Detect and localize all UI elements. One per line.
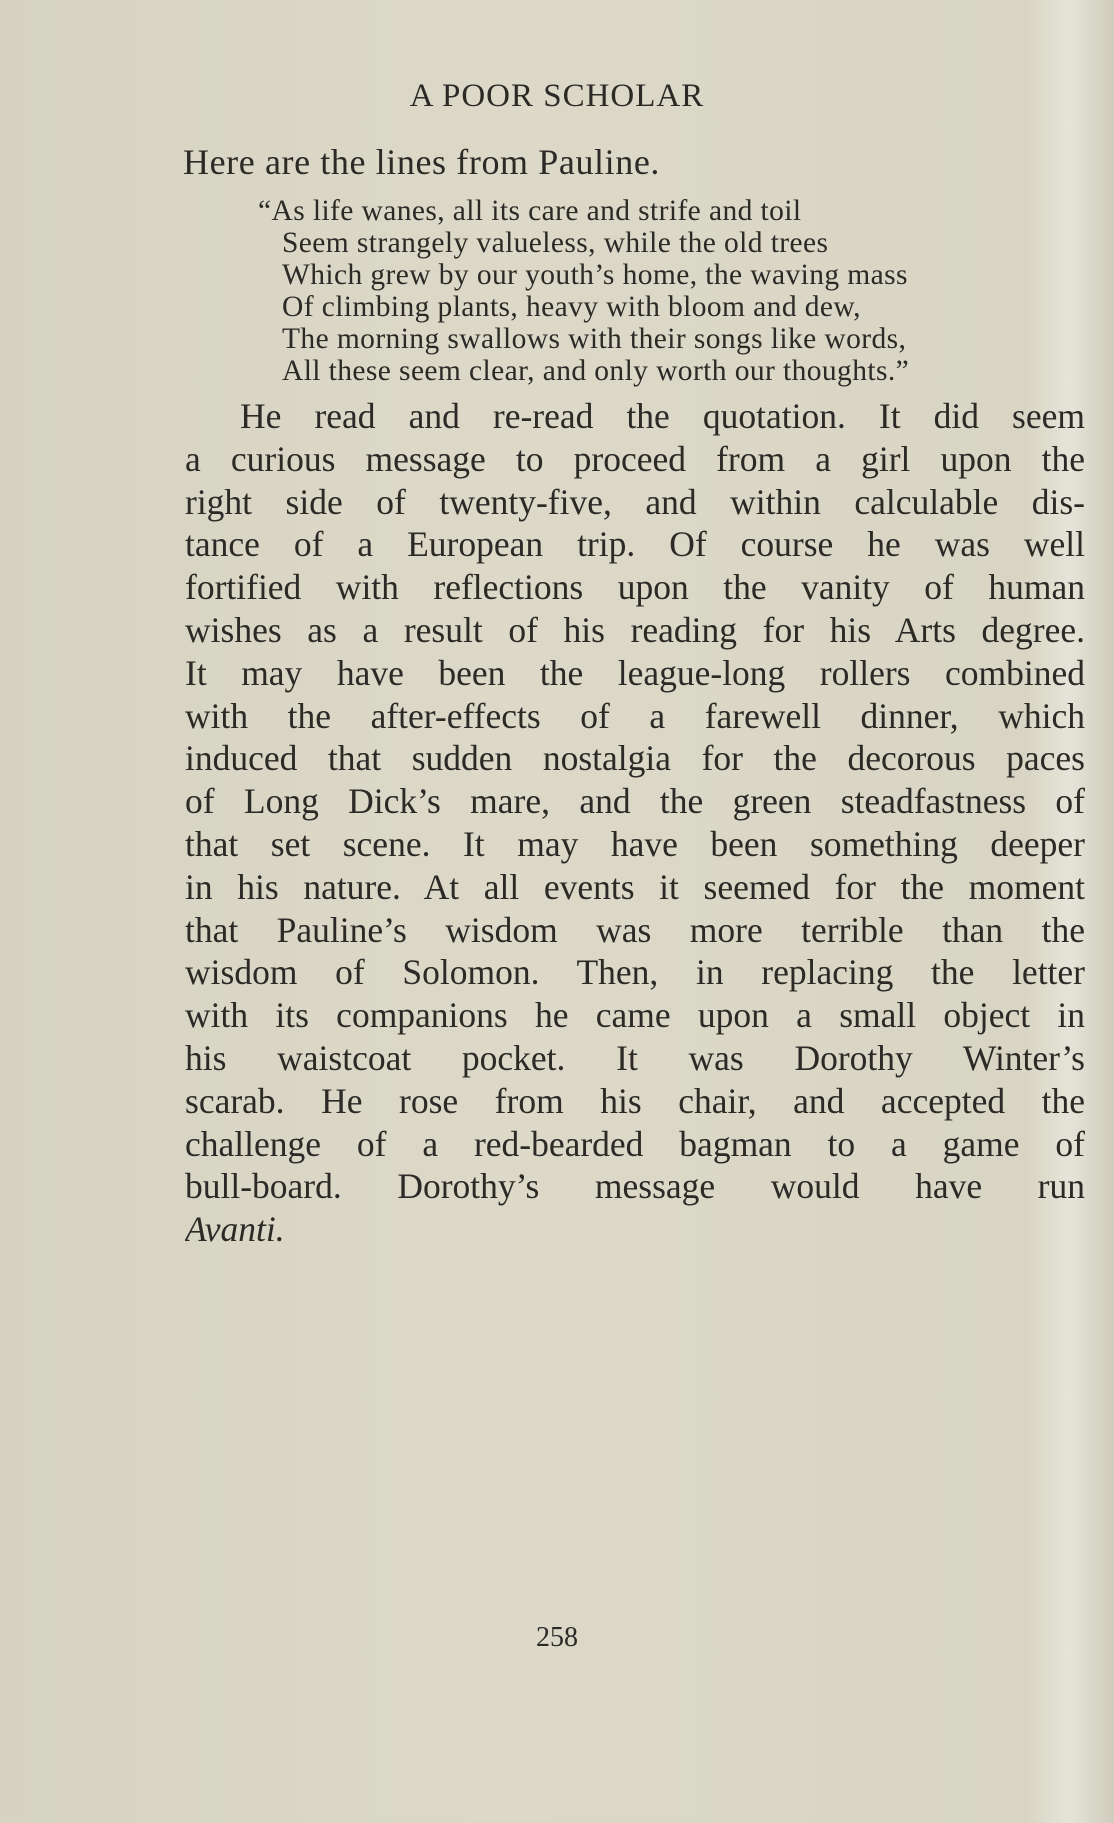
text-line: scarab. He rose from his chair, and accepted the xyxy=(185,1080,1085,1121)
text-line: induced that sudden nostalgia for the decorous paces xyxy=(185,738,1085,779)
text-line: right side of twenty-five, and within calculable dis- xyxy=(185,481,1085,522)
verse-line: Which grew by our youth’s home, the waving mass xyxy=(282,259,908,291)
text-line-italic: Avanti. xyxy=(185,1209,285,1250)
verse-line: All these seem clear, and only worth our thoughts.” xyxy=(282,355,910,387)
text-line: of Long Dick’s mare, and the green steadfastness of xyxy=(185,781,1085,822)
text-line: wisdom of Solomon. Then, in replacing the letter xyxy=(185,952,1085,993)
text-line: wishes as a result of his reading for his Arts degree. xyxy=(185,609,1085,650)
verse-line: “As life wanes, all its care and strife and toil xyxy=(258,195,802,227)
text-line: It may have been the league-long rollers combined xyxy=(185,652,1085,693)
text-line: a curious message to proceed from a girl upon the xyxy=(185,438,1085,479)
text-line: that Pauline’s wisdom was more terrible than the xyxy=(185,909,1085,950)
text-line: He read and re-read the quotation. It did seem xyxy=(240,396,1085,436)
text-line: in his nature. At all events it seemed for the moment xyxy=(185,866,1085,907)
text-line: with its companions he came upon a small object in xyxy=(185,995,1085,1036)
text-line: that set scene. It may have been something deeper xyxy=(185,823,1085,864)
page-number: 258 xyxy=(536,1622,578,1653)
text-line: bull-board. Dorothy’s message would have run xyxy=(185,1166,1085,1207)
verse-quotation xyxy=(258,195,1058,387)
running-header: A POOR SCHOLAR xyxy=(409,78,705,114)
text-line: his waistcoat pocket. It was Dorothy Winter’s xyxy=(185,1037,1085,1078)
verse-line: Of climbing plants, heavy with bloom and dew, xyxy=(282,291,861,323)
verse-line: Seem strangely valueless, while the old trees xyxy=(282,227,829,259)
text-line: fortified with reflections upon the vanity of human xyxy=(185,567,1085,608)
verse-line: The morning swallows with their songs like words, xyxy=(282,323,907,355)
text-line: challenge of a red-bearded bagman to a game of xyxy=(185,1123,1085,1164)
text-line: with the after-effects of a farewell dinner, which xyxy=(185,695,1085,736)
intro-line: Here are the lines from Pauline. xyxy=(183,142,661,182)
body-paragraph xyxy=(185,395,1085,1251)
text-line: tance of a European trip. Of course he was well xyxy=(185,524,1085,565)
